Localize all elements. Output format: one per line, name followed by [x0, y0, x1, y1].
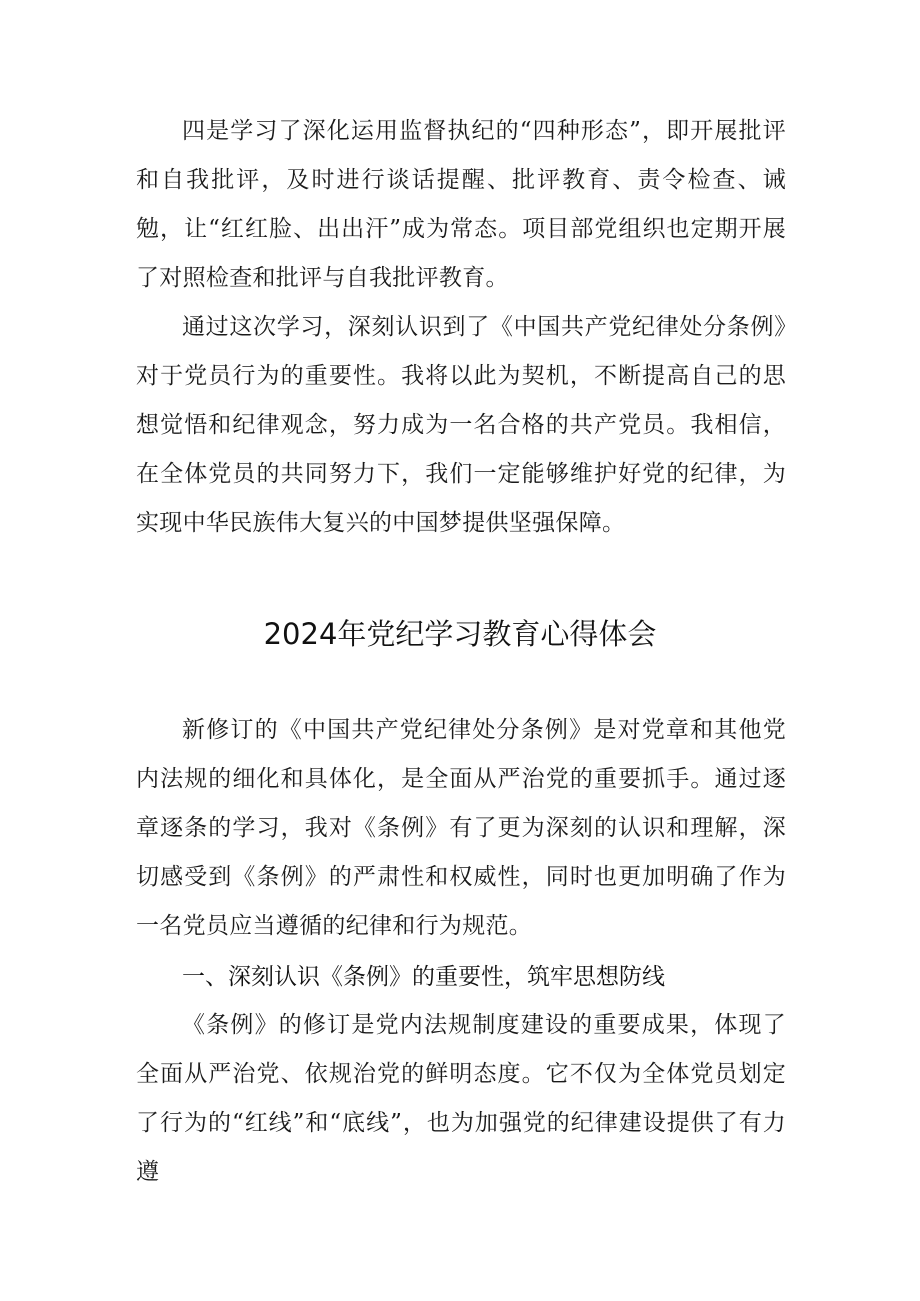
- section-body-1: 《条例》的修订是党内法规制度建设的重要成果，体现了全面从严治党、依规治党的鲜明态度。它不仅为全体党员划定了行为的“红线”和“底线”，也为加强党的纪律建设提供了有力遵: [136, 1012, 786, 1185]
- article-intro: 新修订的《中国共产党纪律处分条例》是对党章和其他党内法规的细化和具体化，是全面从严治党的重要抓手。通过逐章逐条的学习，我对《条例》有了更为深刻的认识和理解，深切感受到《条例》的严肃性和权威性，同时也更加明确了作为一名党员应当遵循的纪律和行为规范。: [136, 717, 786, 939]
- paragraph-conclusion: 通过这次学习，深刻认识到了《中国共产党纪律处分条例》对于党员行为的重要性。我将以此为契机，不断提高自己的思想觉悟和纪律观念，努力成为一名合格的共产党员。我相信，在全体党员的共同努力下，我们一定能够维护好党的纪律，为实现中华民族伟大复兴的中国梦提供坚强保障。: [136, 314, 786, 536]
- article-title: 2024年党纪学习教育心得体会: [263, 617, 657, 651]
- top-section: [136, 107, 786, 548]
- paragraph-four-forms: 四是学习了深化运用监督执纪的“四种形态”，即开展批评和自我批评，及时进行谈话提醒、批评教育、责令检查、诫勉，让“红红脸、出出汗”成为常态。项目部党组织也定期开展了对照检查和批评与自我批评教育。: [136, 118, 786, 291]
- section-body-block: [136, 1001, 786, 1197]
- article-intro-block: [136, 706, 786, 951]
- section-heading-1: 一、深刻认识《条例》的重要性，筑牢思想防线: [182, 964, 665, 990]
